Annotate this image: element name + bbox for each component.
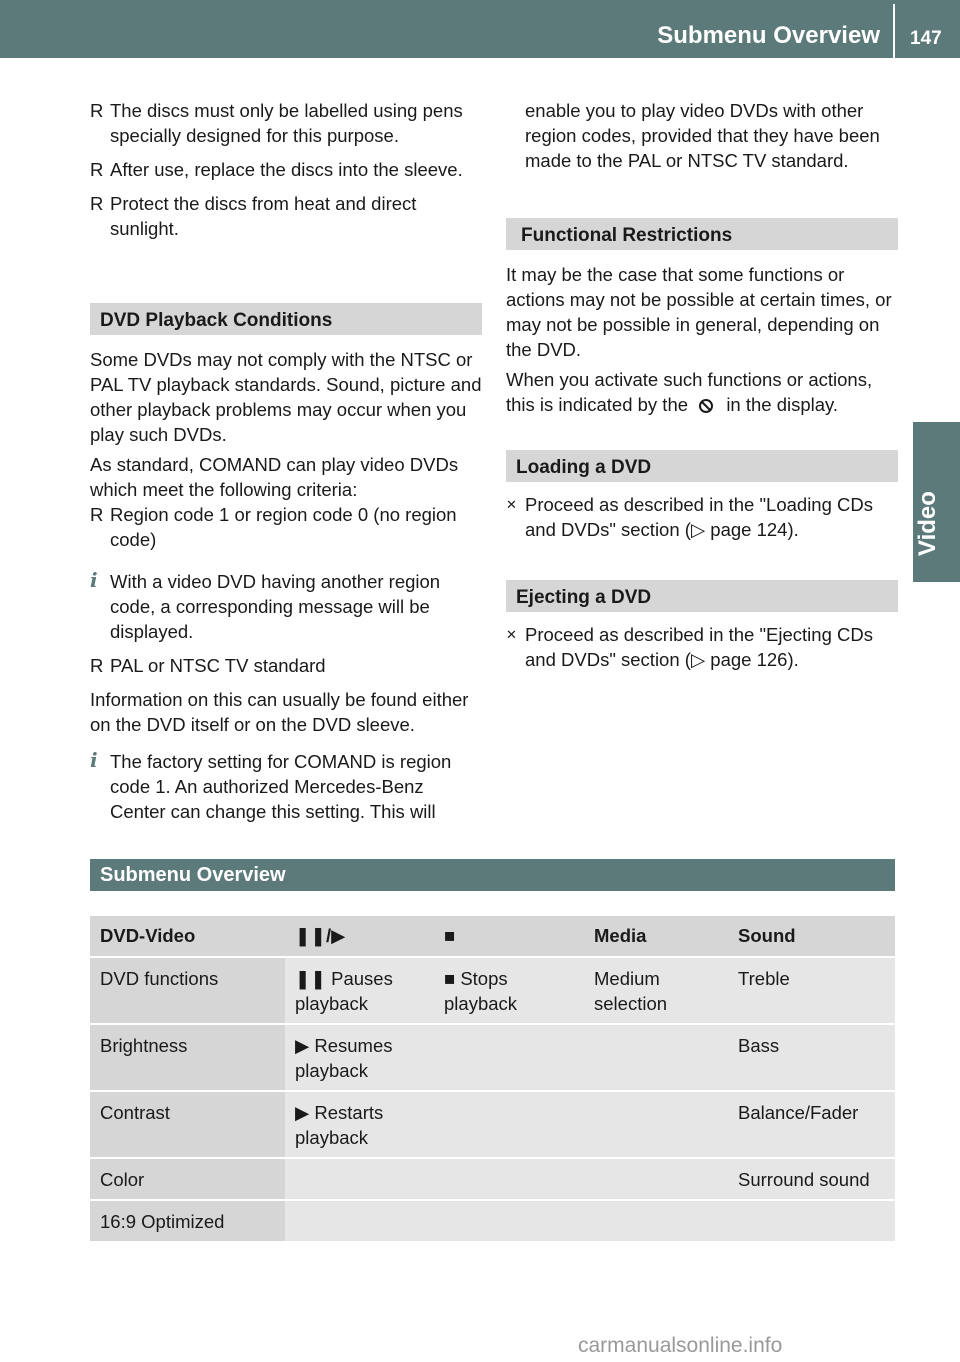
table-cell: ■ Stops playback (434, 957, 584, 1024)
table-cell (285, 1158, 434, 1200)
paragraph: Information on this can usually be found either on the DVD itself or on the DVD sleeve. (90, 689, 469, 735)
table-cell: Treble (728, 957, 895, 1024)
table-row (90, 1158, 895, 1200)
table-row (90, 1024, 895, 1091)
page-number: 147 (910, 28, 942, 49)
heading-functional-restrictions: Functional Restrictions (506, 218, 898, 250)
list-item: R The discs must only be labelled using pens specially designed for this purpose. (90, 100, 463, 146)
bullet-icon: R (90, 655, 104, 676)
table-cell (584, 1091, 728, 1158)
list-item: R Region code 1 or region code 0 (no region code) (90, 504, 457, 550)
heading-ejecting-dvd: Ejecting a DVD (506, 580, 898, 612)
paragraph: Some DVDs may not comply with the NTSC or PAL TV playback standards. Sound, picture and other playback problems may occur when you play such DVDs. (90, 349, 482, 445)
column-header: Media (584, 916, 728, 957)
column-header: ■ (434, 916, 584, 957)
list-item: R Protect the discs from heat and direct sunlight. (90, 193, 417, 239)
table-cell (434, 1200, 584, 1242)
column-header: DVD-Video (90, 916, 285, 957)
info-icon: i (90, 568, 98, 592)
bullet-icon: R (90, 504, 104, 525)
header-divider (893, 4, 895, 58)
table-cell: ❚❚ Pauses playback (285, 957, 434, 1024)
left-column (90, 98, 482, 833)
table-cell: Balance/Fader (728, 1091, 895, 1158)
table-cell: ▶ Resumes playback (285, 1024, 434, 1091)
table-cell: Contrast (90, 1091, 285, 1158)
page-header-bar (0, 0, 960, 58)
step-arrow-icon: ✕ (506, 627, 517, 642)
table-cell: ▶ Restarts playback (285, 1091, 434, 1158)
column-header: Sound (728, 916, 895, 957)
info-icon: i (90, 748, 98, 772)
paragraph: As standard, COMAND can play video DVDs which meet the following criteria: (90, 454, 459, 500)
instruction-step: ✕ Proceed as described in the "Ejecting CDs and DVDs" section (▷ page 126). (506, 624, 873, 670)
header-title: Submenu Overview (657, 22, 880, 49)
table-cell (434, 1091, 584, 1158)
info-note: i The factory setting for COMAND is region code 1. An authorized Mercedes-Benz Center can change this setting. This will (90, 748, 452, 822)
heading-loading-dvd: Loading a DVD (506, 450, 898, 482)
table-cell (584, 1024, 728, 1091)
paragraph: It may be the case that some functions or actions may not be possible at certain times, or may not be possible in general, depending on the DVD. (506, 264, 892, 360)
submenu-overview-heading: Submenu Overview (90, 859, 895, 891)
step-arrow-icon: ✕ (506, 497, 517, 512)
table-cell (434, 1024, 584, 1091)
table-cell (285, 1200, 434, 1242)
list-item: R PAL or NTSC TV standard (90, 655, 326, 676)
table-cell: Surround sound (728, 1158, 895, 1200)
paragraph-continued: enable you to play video DVDs with other region codes, provided that they have been made to the PAL or NTSC TV standard. (525, 100, 880, 171)
bullet-icon: R (90, 159, 104, 180)
bullet-icon: R (90, 100, 104, 121)
table-cell: 16:9 Optimized (90, 1200, 285, 1242)
info-note: i With a video DVD having another region code, a corresponding message will be displayed. (90, 568, 441, 642)
column-header: ❚❚/▶ (285, 916, 434, 957)
bullet-icon: R (90, 193, 104, 214)
table-cell (584, 1158, 728, 1200)
table-cell: Brightness (90, 1024, 285, 1091)
table-header-row (90, 916, 895, 957)
heading-dvd-playback: DVD Playback Conditions (90, 303, 482, 335)
paragraph: When you activate such functions or actions, this is indicated by the in the display. (506, 369, 873, 415)
no-entry-icon (699, 399, 713, 413)
watermark: carmanualsonline.info (578, 1334, 783, 1357)
table-row (90, 1091, 895, 1158)
table-cell (728, 1200, 895, 1242)
list-item: R After use, replace the discs into the sleeve. (90, 159, 463, 180)
table-cell: Medium selection (584, 957, 728, 1024)
right-column (506, 98, 898, 672)
table-cell: Color (90, 1158, 285, 1200)
table-cell (434, 1158, 584, 1200)
submenu-table (90, 916, 895, 1243)
side-tab-label: Video (914, 491, 941, 556)
table-row (90, 957, 895, 1024)
table-row (90, 1200, 895, 1242)
instruction-step: ✕ Proceed as described in the "Loading CDs and DVDs" section (▷ page 124). (506, 494, 873, 540)
table-cell: DVD functions (90, 957, 285, 1024)
table-cell (584, 1200, 728, 1242)
table-cell: Bass (728, 1024, 895, 1091)
